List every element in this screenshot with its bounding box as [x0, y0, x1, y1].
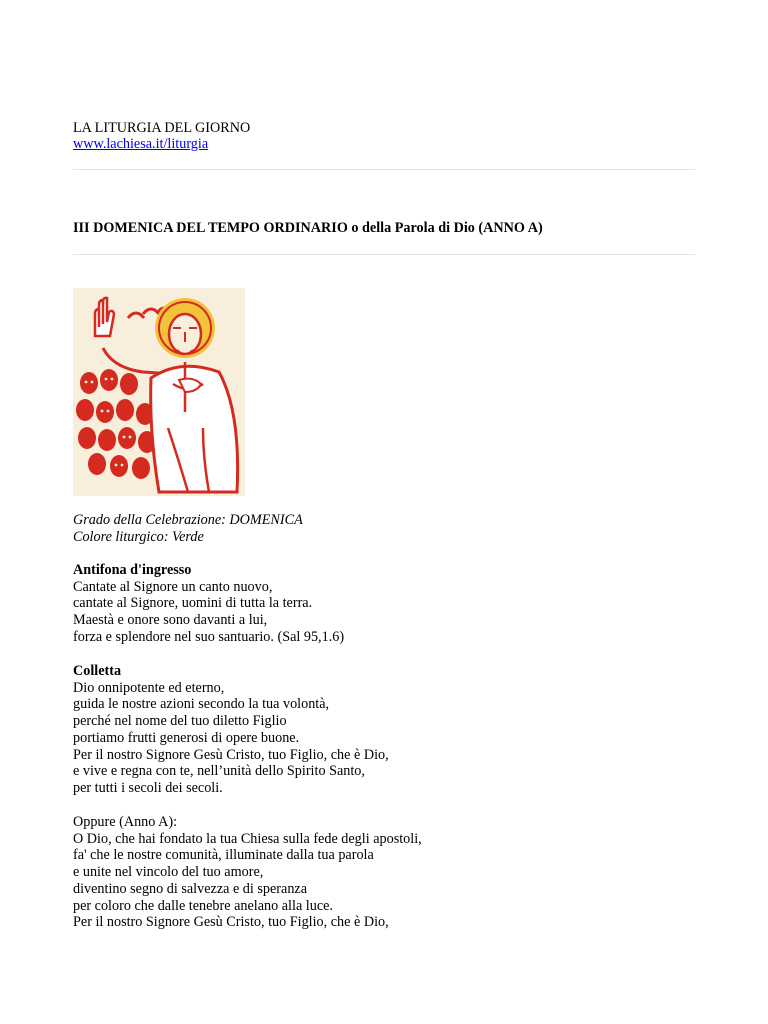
- celebration-info: [73, 512, 303, 545]
- colletta-line: per tutti i secoli dei secoli.: [73, 779, 223, 796]
- oppure-section: [73, 814, 422, 931]
- colletta-line: Per il nostro Signore Gesù Cristo, tuo Figlio, che è Dio,: [73, 746, 389, 763]
- colletta-section: [73, 663, 389, 797]
- antifona-line: forza e splendore nel suo santuario. (Sal 95,1.6): [73, 628, 345, 645]
- liturgy-link[interactable]: www.lachiesa.it/liturgia: [73, 136, 209, 152]
- oppure-line: fa' che le nostre comunità, illuminate dalla tua parola: [73, 847, 374, 864]
- divider-top: [73, 169, 695, 170]
- colletta-line: portiamo frutti generosi di opere buone.: [73, 729, 300, 746]
- site-title: LA LITURGIA DEL GIORNO: [73, 120, 251, 136]
- celebration-grade: Grado della Celebrazione: DOMENICA: [73, 512, 303, 528]
- oppure-line: e unite nel vincolo del tuo amore,: [73, 864, 264, 881]
- colletta-title: Colletta: [73, 663, 122, 679]
- page-heading: III DOMENICA DEL TEMPO ORDINARIO o della Parola di Dio (ANNO A): [73, 220, 543, 236]
- antifona-line: cantate al Signore, uomini di tutta la terra.: [73, 595, 313, 612]
- antifona-line: Cantate al Signore un canto nuovo,: [73, 578, 273, 595]
- antifona-line: Maestà e onore sono davanti a lui,: [73, 612, 268, 629]
- liturgical-color: Colore liturgico: Verde: [73, 528, 204, 545]
- christ-illustration-icon: [73, 288, 245, 496]
- oppure-line: Per il nostro Signore Gesù Cristo, tuo Figlio, che è Dio,: [73, 914, 389, 931]
- antifona-section: [73, 562, 344, 646]
- colletta-line: guida le nostre azioni secondo la tua volontà,: [73, 696, 330, 713]
- divider-bottom: [73, 254, 695, 255]
- oppure-line: diventino segno di salvezza e di speranza: [73, 880, 308, 897]
- colletta-line: perché nel nome del tuo diletto Figlio: [73, 713, 287, 730]
- colletta-line: e vive e regna con te, nell’unità dello Spirito Santo,: [73, 763, 365, 780]
- antifona-title: Antifona d'ingresso: [73, 562, 192, 578]
- oppure-line: O Dio, che hai fondato la tua Chiesa sulla fede degli apostoli,: [73, 830, 422, 847]
- oppure-line: per coloro che dalle tenebre anelano alla luce.: [73, 897, 333, 914]
- oppure-line: Oppure (Anno A):: [73, 814, 178, 830]
- colletta-line: Dio onnipotente ed eterno,: [73, 679, 225, 696]
